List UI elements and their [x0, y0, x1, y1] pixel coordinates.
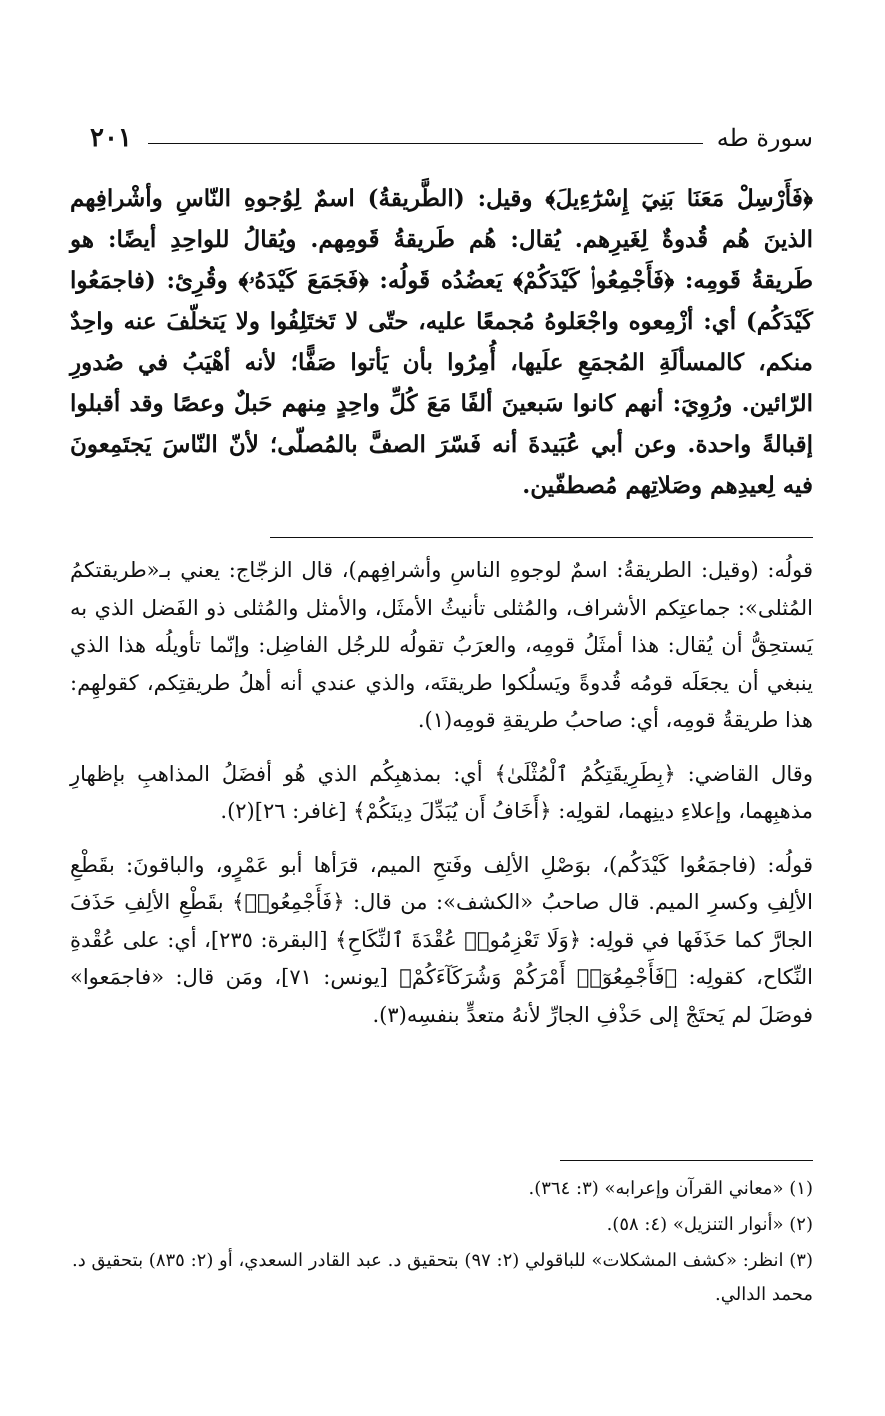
commentary — [70, 552, 813, 1050]
page-number: ٢٠١ — [90, 123, 132, 153]
commentary-paragraph: قولُه: (وقيل: الطريقةُ: اسمٌ لوجوهِ الناسِ وأشرافِهم)، قال الزجّاج: يعني بـ«طريقتكمُ المُثلى»: جماعتِكم الأشراف، والمُثلى تأنيثُ الأمثَل، والأمثل والمُثلى ذو الفَضل الذي به يَستحِقُّ أن يُقال: هذا أمثَلُ قومِه، والعرَبُ تقولُه للرجُل الفاضِل: وإنّما تأويلُه هذا الذي ينبغي أن يجعَلَه قومُه قُدوةً ويَسلُكوا طريقتَه، والذي عندي أنه أهلُ طريقتِكم، كقولهِم: هذا طريقةُ قومِه، أي: صاحبُ طريقةِ قومِه(١). — [70, 558, 813, 732]
main-paragraph: ﴿فَأَرْسِلْ مَعَنَا بَنِيٓ إِسْرَٰٓءِيلَ﴾ وقيل: (الطَّريقةُ) اسمٌ لِوُجوهِ النّاسِ وأشْرافِهم الذينَ هُم قُدوةٌ لِغَيرِهم. يُقال: هُم طَريقةُ قَومِهم. ويُقالُ للواحِدِ أيضًا: هو طَريقةُ قَومِه: ﴿فَأَجْمِعُوا۟ كَيْدَكُمْ﴾ يَعضُدُه قَولُه: ﴿فَجَمَعَ كَيْدَهُۥ﴾ وقُرِئ: (فاجمَعُوا كَيْدَكُم) أي: أزْمِعوه واجْعَلوهُ مُجمعًا عليه، حتّى لا تَختَلِفُوا ولا يَتخلّفَ عنه واحِدٌ منكم، كالمسألَةِ المُجمَعِ علَيها، أُمِرُوا بأن يَأتوا صَفًّا؛ لأنه أهْيَبُ في صُدورِ الرّائين. ورُوِيَ: أنهم كانوا سَبعينَ ألفًا مَعَ كُلِّ واحِدٍ مِنهم حَبلٌ وعصًا وقد أقبلوا إقبالةً واحدة. وعن أبي عُبَيدةَ أنه فَسّرَ الصفَّ بالمُصلّى؛ لأنّ النّاسَ يَجتَمِعونَ فيه لِعيدِهم وصَلاتِهم مُصطفّين. — [70, 185, 813, 499]
commentary-paragraph: قولُه: (فاجمَعُوا كَيْدَكُم)، بوَصْلِ الألِف وفَتحِ الميم، قرَأها أبو عَمْرٍو، والباقونَ: بقَطْعِ الألِفِ وكسرِ الميم. قال صاحبُ «الكشف»: من قال: ﴿فَأَجْمِعُوا۟﴾ بقَطْعِ الألِفِ حَذَفَ الجارَّ كما حَذَفَها في قولِه: ﴿وَلَا تَعْزِمُوا۟ عُقْدَةَ ٱلنِّكَاحِ﴾ [البقرة: ٢٣٥]، أي: على عُقْدةِ النِّكاح، كقولِه: ﴿فَأَجْمِعُوٓا۟ أَمْرَكُمْ وَشُرَكَآءَكُمْ﴾ [يونس: ٧١]، ومَن قال: «فاجمَعوا» فوصَلَ لم يَحتَجْ إلى حَذْفِ الجارِّ لأنهُ متعدٍّ بنفسِه(٣). — [70, 852, 813, 1027]
commentary-paragraph: وقال القاضي: ﴿بِطَرِيقَتِكُمُ ٱلْمُثْلَىٰ﴾ أي: بمذهبِكُم الذي هُو أفضَلُ المذاهبِ بإظهارِ مذهبِهما، وإعلاءِ دينِهما، لقولِه: ﴿أَخَافُ أَن يُبَدِّلَ دِينَكُمْ﴾ [غافر: ٢٦](٢). — [70, 761, 813, 823]
footnote: (٢) «أنوار التنزيل» (٤: ٥٨). — [606, 1214, 813, 1235]
footnote-rule — [560, 1160, 813, 1161]
header-rule — [148, 143, 703, 144]
page-header — [90, 118, 813, 158]
main-text — [70, 178, 813, 506]
footnote: (١) «معاني القرآن وإعرابه» (٣: ٣٦٤). — [528, 1178, 813, 1199]
footnotes — [70, 1172, 813, 1314]
footnote: (٣) انظر: «كشف المشكلات» للباقولي (٢: ٩٧) بتحقيق د. عبد القادر السعدي، أو (٢: ٨٣٥) بتحقيق د. محمد الدالي. — [72, 1250, 813, 1305]
section-divider — [270, 537, 813, 538]
surah-name: سورة طه — [716, 124, 813, 152]
